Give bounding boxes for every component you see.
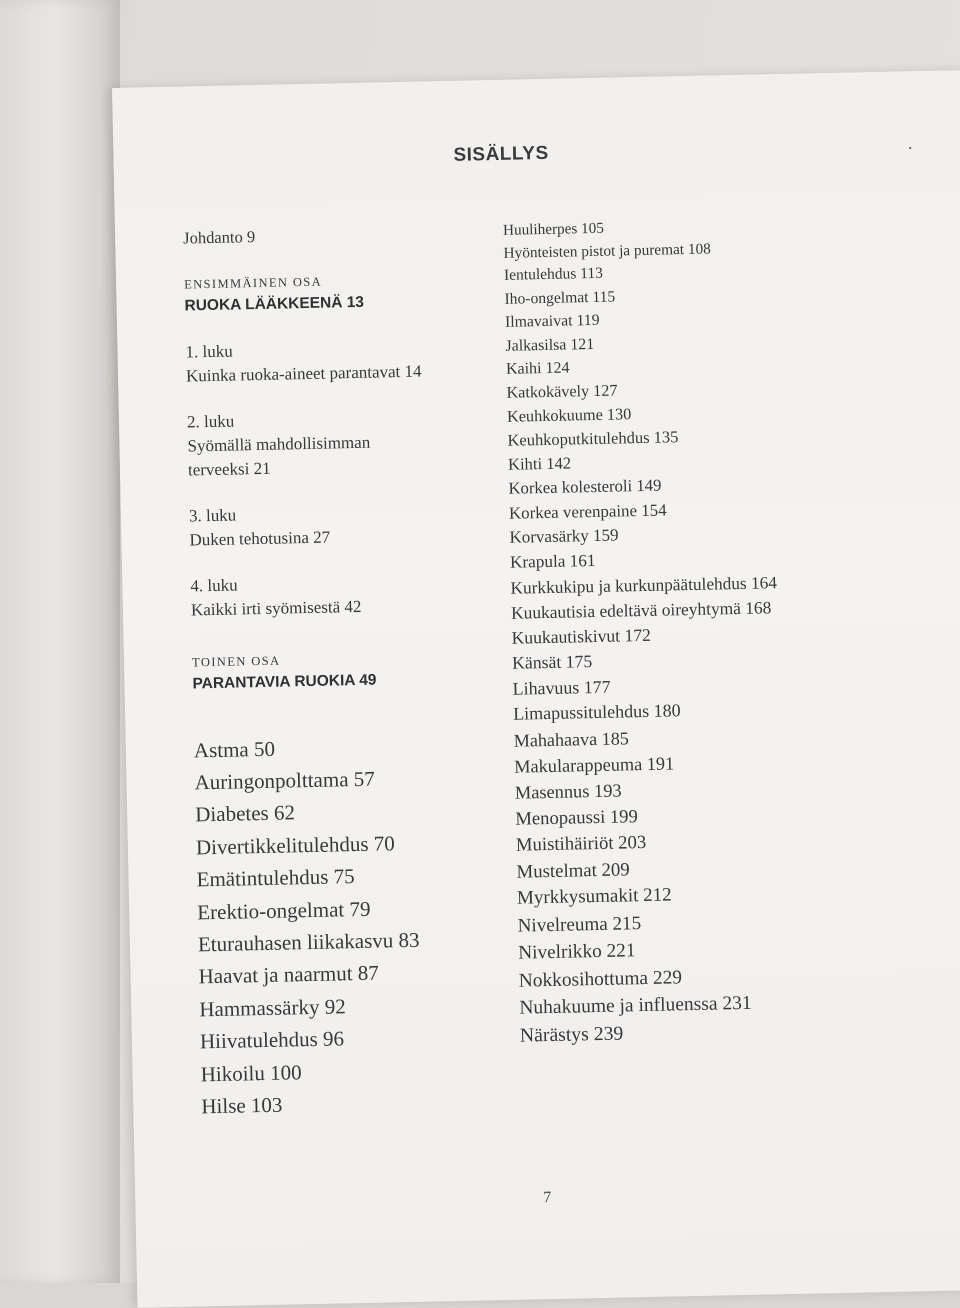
toc-entry: Ilmavaivat 119	[504, 312, 600, 332]
chapter-1	[185, 333, 506, 388]
chapter-title: Duken tehotusina 27	[189, 527, 331, 549]
toc-entry: Astma 50	[193, 736, 276, 762]
toc-intro: Johdanto 9	[182, 227, 256, 248]
toc-entry: Auringonpolttama 57	[194, 766, 376, 795]
part2-label: TOINEN OSA	[191, 653, 281, 669]
toc-entry: Iho-ongelmat 115	[504, 288, 616, 309]
toc-entry: Kurkkukipu ja kurkunpäätulehdus 164	[510, 572, 778, 598]
toc-entry: Närästys 239	[519, 1022, 624, 1047]
toc-entry: Keuhkoputkitulehdus 135	[507, 427, 679, 450]
toc-entry: Eturauhasen liikakasvu 83	[197, 927, 420, 957]
toc-entry: Hikoilu 100	[200, 1059, 302, 1086]
page-number: 7	[543, 1189, 552, 1207]
toc-entry: Krapula 161	[509, 550, 596, 572]
chapter-title: Kuinka ruoka-aineet parantavat 14	[185, 361, 422, 386]
print-mark: •	[908, 143, 913, 155]
toc-entry: Haavat ja naarmut 87	[198, 960, 380, 989]
toc-entry: Huuliherpes 105	[502, 219, 605, 239]
toc-entry: Kuukautiskivut 172	[511, 624, 652, 648]
toc-entry: Jalkasilsa 121	[505, 335, 595, 355]
part2-title: PARANTAVIA RUOKIA 49	[192, 671, 377, 692]
toc-entry: Keuhkokuume 130	[506, 404, 632, 427]
toc-entry: Nokkosihottuma 229	[518, 966, 683, 992]
toc-entry: Ientulehdus 113	[503, 265, 604, 285]
chapter-2	[187, 403, 508, 482]
toc-entry: Lihavuus 177	[512, 676, 611, 699]
toc-right-column	[503, 210, 960, 1050]
toc-entry: Korkea kolesteroli 149	[508, 475, 662, 499]
chapter-title-continued: terveeksi 21	[187, 458, 271, 479]
part2-entry-list	[194, 727, 522, 1122]
toc-entry: Korvasärky 159	[509, 525, 619, 548]
toc-entry: Myrkkysumakit 212	[516, 884, 672, 910]
previous-page-edge	[0, 0, 120, 1283]
page-title: SISÄLLYS	[453, 142, 549, 166]
toc-entry: Menopaussi 199	[515, 805, 638, 830]
toc-entry: Emätintulehdus 75	[196, 864, 355, 892]
toc-entry: Muistihäiriöt 203	[515, 831, 647, 856]
toc-entry: Hammassärky 92	[199, 994, 346, 1022]
toc-entry: Kaihi 124	[505, 359, 570, 378]
book-page	[112, 70, 960, 1308]
chapter-number: 1. luku	[185, 341, 233, 362]
part1-label: ENSIMMÄINEN OSA	[183, 274, 323, 292]
toc-entry: Diabetes 62	[194, 800, 296, 827]
chapter-4	[190, 567, 511, 622]
chapter-number: 2. luku	[186, 411, 235, 432]
chapter-3	[189, 497, 510, 552]
toc-entry: Limapussitulehdus 180	[512, 700, 681, 725]
toc-left-column	[183, 220, 522, 1123]
toc-entry: Nuhakuume ja influenssa 231	[519, 992, 752, 1019]
toc-entry: Hilse 103	[201, 1092, 283, 1119]
chapter-title: Kaikki irti syömisestä 42	[190, 596, 362, 619]
toc-entry: Erektio-ongelmat 79	[197, 896, 371, 924]
toc-entry: Makularappeuma 191	[514, 753, 675, 777]
chapter-title: Syömällä mahdollisimman	[187, 432, 371, 455]
toc-entry: Nivelrikko 221	[517, 940, 636, 965]
part1-title: RUOKA LÄÄKKEENÄ 13	[184, 293, 365, 315]
chapter-number: 4. luku	[190, 574, 238, 595]
toc-entry: Kuukautisia edeltävä oireyhtymä 168	[510, 597, 772, 623]
toc-entry: Känsät 175	[511, 651, 593, 674]
toc-entry: Korkea verenpaine 154	[508, 500, 667, 523]
toc-entry: Hiivatulehdus 96	[199, 1026, 345, 1054]
toc-entry: Katkokävely 127	[506, 381, 618, 402]
toc-entry: Nivelreuma 215	[517, 913, 642, 937]
toc-entry: Divertikkelitulehdus 70	[195, 830, 396, 860]
toc-entry: Mahahaava 185	[513, 728, 630, 751]
toc-entry: Mustelmat 209	[516, 858, 630, 883]
toc-entry: Masennus 193	[514, 780, 622, 804]
toc-entry: Hyönteisten pistot ja puremat 108	[503, 240, 712, 262]
toc-entry: Kihti 142	[507, 453, 572, 474]
chapter-number: 3. luku	[188, 504, 237, 525]
